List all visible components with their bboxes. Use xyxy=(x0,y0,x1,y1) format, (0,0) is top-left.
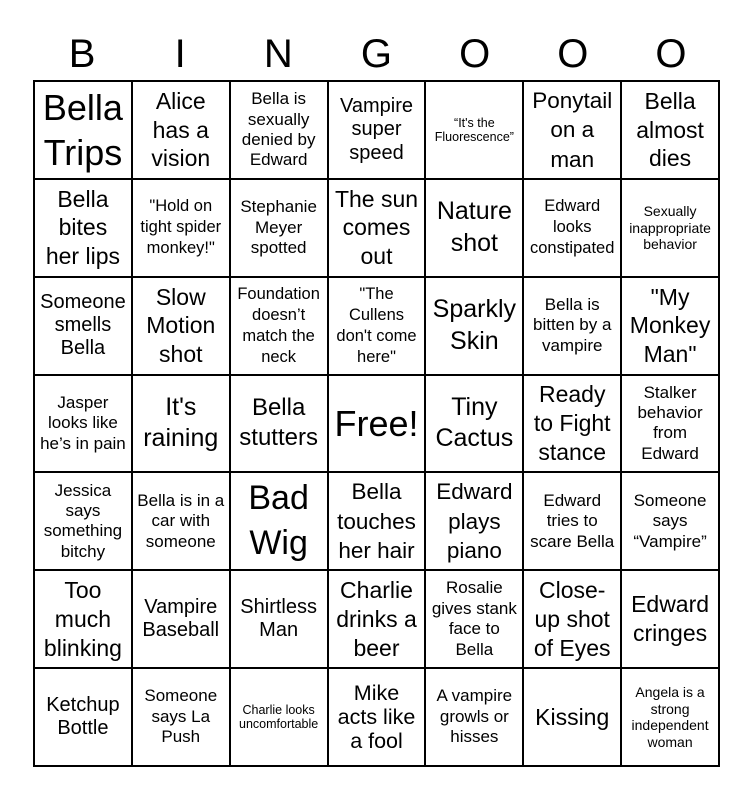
bingo-cell[interactable]: Shirtless Man xyxy=(230,570,328,668)
bingo-cell[interactable]: Stephanie Meyer spotted xyxy=(230,179,328,277)
header-letter-o-1: O xyxy=(459,32,491,76)
bingo-cell[interactable]: Charlie drinks a beer xyxy=(328,570,426,668)
header-letter-i: I xyxy=(174,32,186,76)
bingo-cell[interactable]: Someone says La Push xyxy=(132,668,230,766)
bingo-cell[interactable]: Kissing xyxy=(523,668,621,766)
bingo-cell[interactable]: Edward looks constipated xyxy=(523,179,621,277)
bingo-cell[interactable]: Stalker behavior from Edward xyxy=(621,375,719,473)
free-space-cell[interactable]: Free! xyxy=(328,375,426,473)
bingo-cell[interactable]: Bella bites her lips xyxy=(34,179,132,277)
bingo-cell[interactable]: Someone smells Bella xyxy=(34,277,132,375)
bingo-header xyxy=(33,28,720,80)
bingo-cell[interactable]: Bad Wig xyxy=(230,472,328,570)
header-letter-g: G xyxy=(360,32,393,76)
bingo-cell[interactable]: Jessica says something bitchy xyxy=(34,472,132,570)
bingo-cell[interactable]: Ketchup Bottle xyxy=(34,668,132,766)
header-letter-b: B xyxy=(68,32,96,76)
bingo-cell[interactable]: Jasper looks like he’s in pain xyxy=(34,375,132,473)
bingo-cell[interactable]: Ready to Fight stance xyxy=(523,375,621,473)
bingo-cell[interactable]: "The Cullens don't come here" xyxy=(328,277,426,375)
bingo-cell[interactable]: Edward tries to scare Bella xyxy=(523,472,621,570)
bingo-cell[interactable]: Rosalie gives stank face to Bella xyxy=(425,570,523,668)
bingo-cell[interactable]: The sun comes out xyxy=(328,179,426,277)
bingo-cell[interactable]: Ponytail on a man xyxy=(523,81,621,179)
bingo-cell[interactable]: Close-up shot of Eyes xyxy=(523,570,621,668)
header-letter-o-2: O xyxy=(557,32,589,76)
bingo-cell[interactable]: It's raining xyxy=(132,375,230,473)
bingo-cell[interactable]: "Hold on tight spider monkey!" xyxy=(132,179,230,277)
bingo-cell[interactable]: A vampire growls or hisses xyxy=(425,668,523,766)
bingo-cell[interactable]: Edward plays piano xyxy=(425,472,523,570)
bingo-cell[interactable]: “It's the Fluorescence” xyxy=(425,81,523,179)
bingo-cell[interactable]: "My Monkey Man" xyxy=(621,277,719,375)
bingo-cell[interactable]: Mike acts like a fool xyxy=(328,668,426,766)
bingo-cell[interactable]: Bella is bitten by a vampire xyxy=(523,277,621,375)
bingo-cell[interactable]: Vampire Baseball xyxy=(132,570,230,668)
bingo-cell[interactable]: Bella is in a car with someone xyxy=(132,472,230,570)
bingo-cell[interactable]: Angela is a strong independent woman xyxy=(621,668,719,766)
bingo-cell[interactable]: Charlie looks uncomfortable xyxy=(230,668,328,766)
bingo-cell[interactable]: Vampire super speed xyxy=(328,81,426,179)
bingo-cell[interactable]: Too much blinking xyxy=(34,570,132,668)
bingo-cell[interactable]: Alice has a vision xyxy=(132,81,230,179)
bingo-cell[interactable]: Bella touches her hair xyxy=(328,472,426,570)
bingo-cell[interactable]: Someone says “Vampire” xyxy=(621,472,719,570)
bingo-cell[interactable]: Sparkly Skin xyxy=(425,277,523,375)
bingo-grid xyxy=(33,80,720,767)
bingo-cell[interactable]: Nature shot xyxy=(425,179,523,277)
header-letter-o-3: O xyxy=(655,32,687,76)
bingo-cell[interactable]: Bella almost dies xyxy=(621,81,719,179)
bingo-cell[interactable]: Foundation doesn’t match the neck xyxy=(230,277,328,375)
bingo-cell[interactable]: Sexually inappropriate behavior xyxy=(621,179,719,277)
header-letter-n: N xyxy=(263,32,293,76)
bingo-cell[interactable]: Bella is sexually denied by Edward xyxy=(230,81,328,179)
bingo-cell[interactable]: Edward cringes xyxy=(621,570,719,668)
bingo-cell[interactable]: Bella Trips xyxy=(34,81,132,179)
bingo-cell[interactable]: Slow Motion shot xyxy=(132,277,230,375)
bingo-cell[interactable]: Bella stutters xyxy=(230,375,328,473)
bingo-cell[interactable]: Tiny Cactus xyxy=(425,375,523,473)
